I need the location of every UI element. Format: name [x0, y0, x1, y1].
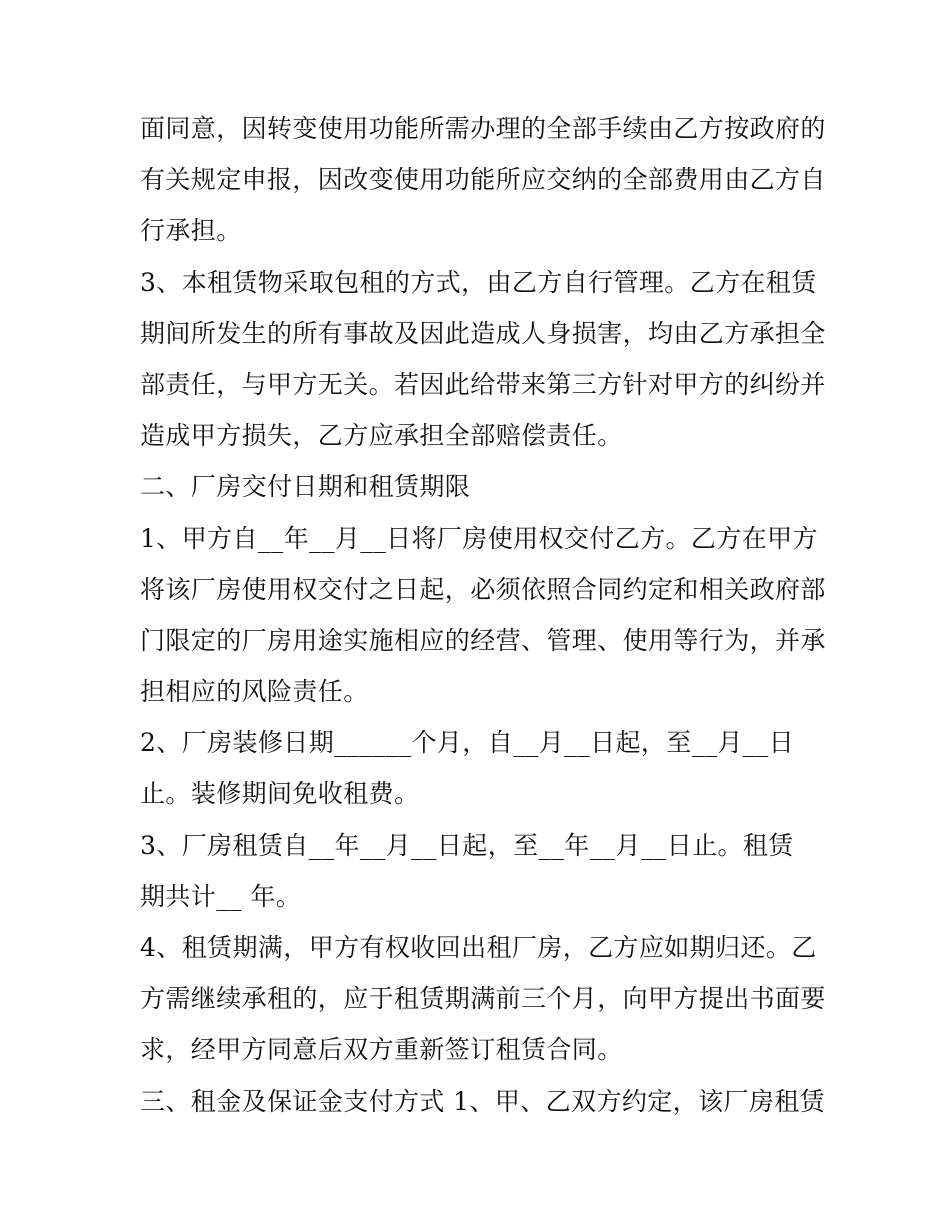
text-line: 求，经甲方同意后双方重新签订租赁合同。 [140, 1035, 623, 1065]
text-line: 2、厂房装修日期______个月，自__月__日起，至__月__日 [140, 728, 795, 758]
text-line: 部责任，与甲方无关。若因此给带来第三方针对甲方的纠纷并 [140, 369, 826, 399]
text-line: 门限定的厂房用途实施相应的经营、管理、使用等行为，并承 [140, 625, 826, 655]
text-line: 造成甲方损失，乙方应承担全部赔偿责任。 [140, 421, 623, 451]
text-line: 4、租赁期满，甲方有权收回出租厂房，乙方应如期归还。乙 [140, 933, 817, 962]
text-line: 止。装修期间免收租费。 [140, 779, 420, 809]
text-line: 方需继续承租的，应于租赁期满前三个月，向甲方提出书面要 [140, 984, 826, 1014]
text-line: 将该厂房使用权交付之日起，必须依照合同约定和相关政府部 [140, 574, 826, 604]
text-line: 3、厂房租赁自__年__月__日起，至__年__月__日止。租赁 [140, 830, 794, 860]
text-line: 有关规定申报，因改变使用功能所应交纳的全部费用由乙方自 [140, 165, 826, 195]
text-line: 1、甲方自__年__月__日将厂房使用权交付乙方。乙方在甲方 [140, 523, 818, 553]
text-line: 担相应的风险责任。 [140, 677, 369, 707]
text-line: 行承担。 [140, 216, 242, 246]
document-page [140, 103, 826, 1127]
text-line: 期间所发生的所有事故及因此造成人身损害，均由乙方承担全 [140, 318, 826, 348]
text-line: 期共计__ 年。 [140, 881, 302, 911]
section-heading: 三、租金及保证金支付方式 1、甲、乙双方约定，该厂房租赁 [140, 1086, 826, 1116]
text-line: 3、本租赁物采取包租的方式，由乙方自行管理。乙方在租赁 [140, 267, 817, 297]
section-heading: 二、厂房交付日期和租赁期限 [140, 472, 471, 502]
text-line: 面同意，因转变使用功能所需办理的全部手续由乙方按政府的 [140, 114, 826, 143]
